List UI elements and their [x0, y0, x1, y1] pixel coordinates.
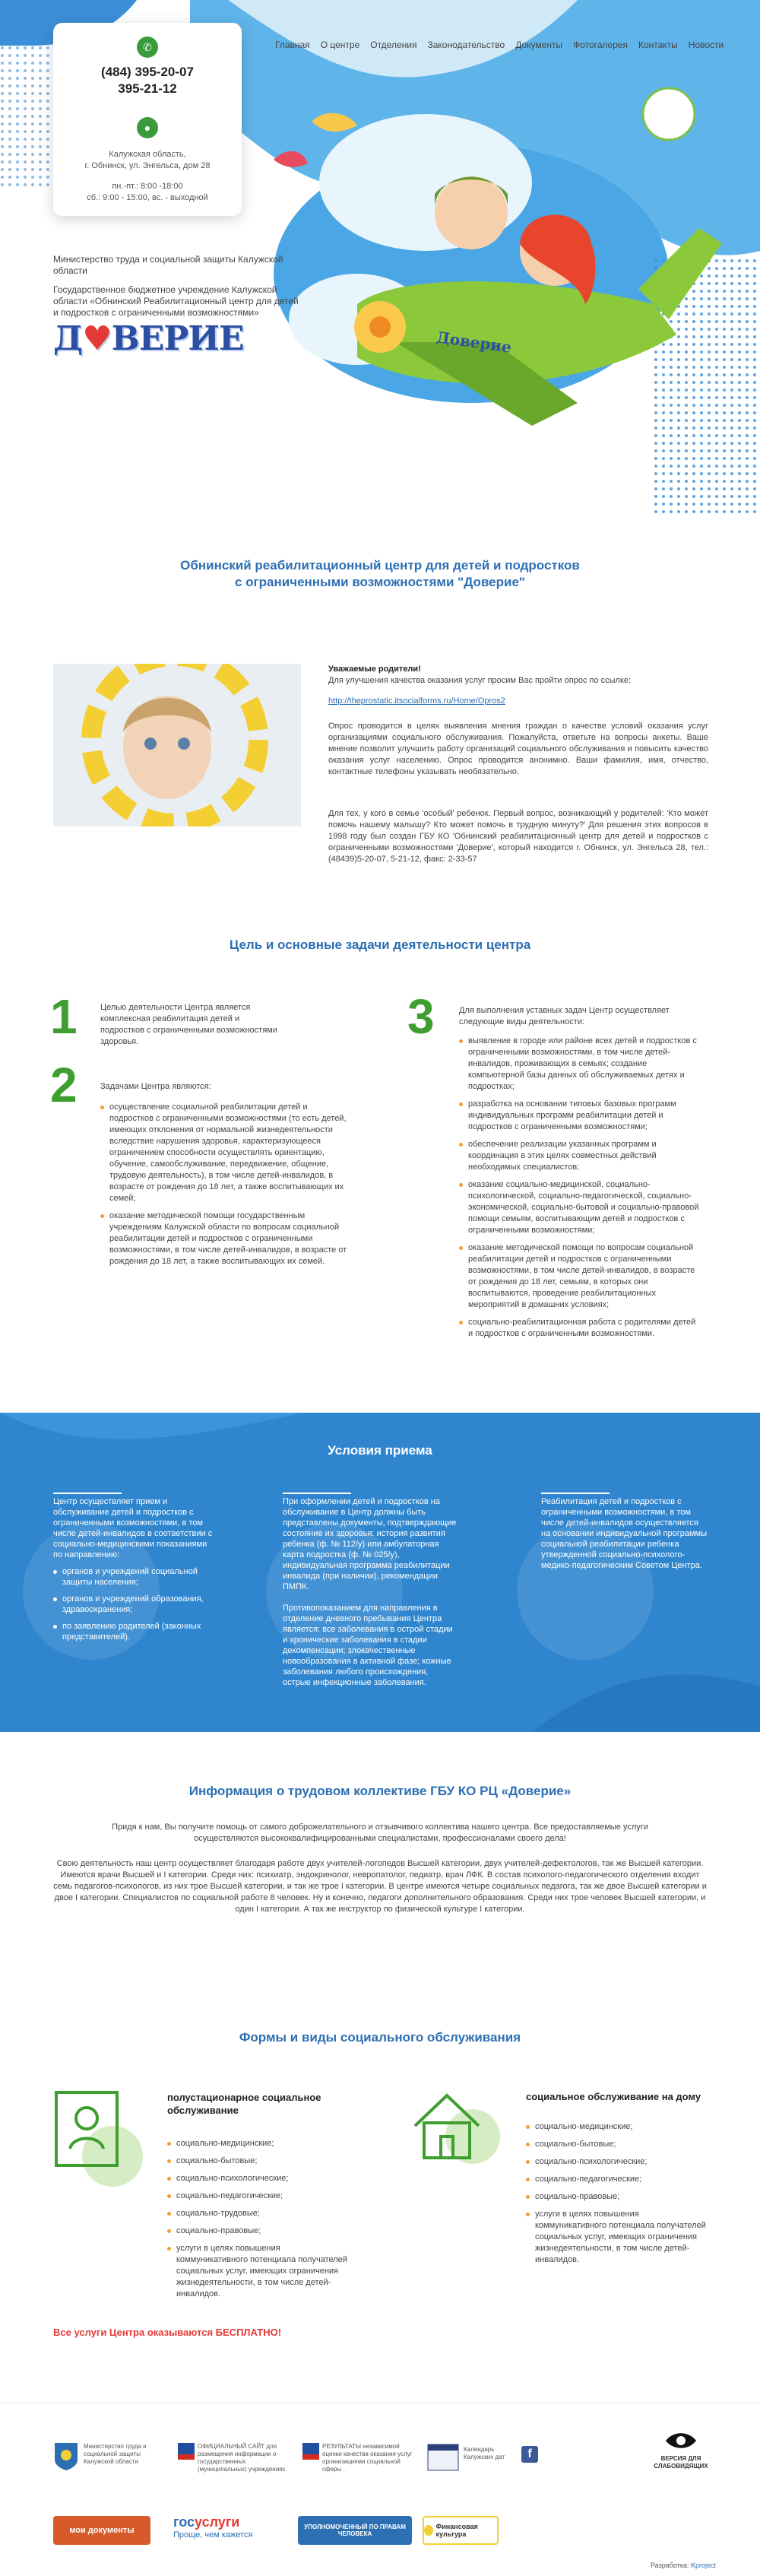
- contact-card: [53, 23, 242, 216]
- survey-link[interactable]: http://theprostatic.itsocialforms.ru/Home/Opros2: [328, 696, 505, 706]
- logo-doverie[interactable]: [53, 319, 244, 358]
- center-description: Для тех, у кого в семье 'особый' ребенок. Первый вопрос, возникающий у родителей: 'Кто может помочь нашему малышу? Кто может помочь в трудную минуту?' Для решения этих вопросов в 1998 году был создан ГБУ КО 'Обнинский реабилитационный центр для детей и подростков с ограниченными возможностями 'Доверие', который находится г. Обнинск, ул. Энгельса 28, тел.: (48439)5-20-07, 5-21-12, факс: 2-33-57: [328, 809, 708, 864]
- nav-item-departments[interactable]: Отделения: [370, 40, 417, 50]
- goal-text: Целью деятельности Центра является комплексная реабилитация детей и подростков с ограниченными возможностями здоровья.: [100, 1003, 277, 1046]
- hours-weekdays: пн.-пт.: 8:00 -18:00: [112, 182, 183, 191]
- conditions-col-1: [53, 1496, 213, 1648]
- low-vision-version-link[interactable]: ВЕРСИЯ ДЛЯ СЛАБОВИДЯЩИХ: [654, 2455, 708, 2470]
- list-item: социально-трудовые;: [167, 2208, 353, 2219]
- ministry-name: Министерство труда и социальной защиты Калужской области: [53, 254, 283, 276]
- home-service-list: [526, 2121, 708, 2272]
- heart-icon: ♥: [82, 319, 112, 358]
- address-line-2: г. Обнинск, ул. Энгельса, дом 28: [84, 161, 211, 170]
- nav-item-home[interactable]: Главная: [275, 40, 310, 50]
- russia-emblem-icon: [302, 2443, 319, 2460]
- developer-label: Разработка:: [651, 2562, 689, 2569]
- calendar-icon: [427, 2441, 459, 2472]
- ministry-banner[interactable]: Министерство труда и социальной защиты Калужской области: [84, 2443, 147, 2465]
- divider: [53, 1493, 122, 1494]
- list-item: разработка на основании типовых базовых программ индивидуальных программ реабилитации детей и подростков с ограниченными возможностями;: [459, 1099, 702, 1133]
- calendar-banner[interactable]: Календарь Калужских дат: [464, 2446, 505, 2460]
- russia-emblem-icon: [178, 2443, 195, 2460]
- goal-number-1: 1: [50, 989, 78, 1044]
- financial-culture-label: Финансовая культура: [435, 2523, 478, 2538]
- activities-list: [459, 1036, 702, 1340]
- goals-title: Цель и основные задачи деятельности центра: [229, 937, 531, 952]
- nav-item-about[interactable]: О центре: [320, 40, 360, 50]
- list-item: органов и учреждений социальной защиты населения;: [53, 1566, 213, 1588]
- conditions-col-2-text-1: При оформлении детей и подростков на обслуживание в Центр должны быть представлены документы, подтверждающие состояние их здоровья: история развития ребенка (ф. № 112/у) или амбулаторная карта подростка (ф. № 025/у), индивидуальная программа реабилитации инвалида (при наличии), рекомендации ПМПК.: [283, 1497, 457, 1591]
- phone-secondary[interactable]: 395-21-12: [118, 81, 177, 96]
- moi-docs-word-2: документы: [87, 2526, 135, 2535]
- child-photo: [53, 664, 301, 826]
- goal-number-3: 3: [407, 989, 435, 1044]
- activities-block: [459, 1005, 702, 1346]
- footer: [0, 2403, 760, 2576]
- nav-item-gallery[interactable]: Фотогалерея: [573, 40, 628, 50]
- greeting: Уважаемые родители!: [328, 665, 421, 674]
- list-item: социально-медицинские;: [167, 2138, 353, 2149]
- financial-culture-banner[interactable]: [423, 2516, 499, 2545]
- bus-gov-banner[interactable]: ОФИЦИАЛЬНЫЙ САЙТ для размещения информации о государственных (муниципальных) учреждениях: [198, 2443, 286, 2473]
- address-line-1: Калужская область,: [109, 150, 186, 159]
- hours-weekend: сб.: 9:00 - 15:00, вс. - выходной: [87, 193, 208, 202]
- divider: [283, 1493, 351, 1494]
- tasks-title: Задачами Центра являются:: [100, 1082, 211, 1091]
- phone-icon: ✆: [137, 36, 158, 58]
- free-services-note: Все услуги Центра оказываются БЕСПЛАТНО!: [53, 2327, 282, 2338]
- list-item: социально-бытовые;: [526, 2139, 708, 2150]
- list-item: обеспечение реализации указанных программ и координация в этих целях совместных действий необходимых специалистов;: [459, 1139, 702, 1173]
- coin-icon: [424, 2525, 433, 2536]
- list-item: социально-правовые;: [167, 2225, 353, 2237]
- logo-rest: ВЕРИЕ: [111, 319, 244, 358]
- conditions-col-1-text: Центр осуществляет прием и обслуживание детей и подростков с ограниченными возможностями, в том числе детей-инвалидов в соответствии с социально-медицинскими показаниями по направлению:: [53, 1497, 213, 1559]
- plane-label: Доверие: [435, 328, 513, 357]
- conditions-col-2: [283, 1496, 458, 1688]
- survey-block: [328, 664, 708, 865]
- forms-title: Формы и виды социального обслуживания: [239, 2030, 521, 2045]
- list-item: по заявлению родителей (законных представителей).: [53, 1621, 213, 1642]
- conditions-section: [0, 1413, 760, 1732]
- list-item: социально-педагогические;: [526, 2174, 708, 2185]
- gosuslugi-slogan: Проще, чем кажется: [173, 2530, 253, 2540]
- list-item: социально-психологические;: [167, 2173, 353, 2184]
- conditions-col-1-list: [53, 1566, 213, 1642]
- survey-text: Опрос проводится в целях выявления мнения граждан о качестве условий оказания услуг организациями социального обслуживания. Пожалуйста, ответьте на вопросы анкеты. Ваше мнение позволит улучшить работу организаций социального обслуживания и повысить качество оказания услуг населению. Опрос проводится анонимно. Ваши фамилия, имя, отчество, контактные телефоны указывать необязательно.: [328, 722, 708, 776]
- about-title: [0, 557, 760, 591]
- tasks-list: [100, 1102, 351, 1267]
- logo-letter: Д: [53, 319, 83, 358]
- nav-item-legislation[interactable]: Законодательство: [427, 40, 505, 50]
- tasks-block: [100, 1081, 351, 1274]
- developer-credit: [651, 2562, 716, 2569]
- staff-intro: Придя к нам, Вы получите помощь от самого доброжелательного и отзывчивого коллектива нашего центра. Все предоставляемые услуги осуществляются высококвалифицированными специалистами, профессионалами своего дела!: [112, 1823, 648, 1843]
- list-item: социально-медицинские;: [526, 2121, 708, 2133]
- staff-details: Свою деятельность наш центр осуществляет благодаря работе двух учителей-логопедов Высшей категории, двух учителей-дефектологов, так же Высшей категории. Имеются врачи Высшей и I категории. Среди них: психиатр, эндокринолог, невропатолог, педиатр, врач ЛФК. В состав психолого-педагогического отделения входит семь педагогов-психологов, из них трое Высшей категории, и так же трое I категории. В центре имеются четыре социальных педагога, так же двое Высшей категории и двое I категории. Специалистов по социальной работе 8 человек. Ну и конечно, педагоги дополнительного образования. Среди них трое человек Высшей категории, и один I категории. А так же инструктор по физической культуре I категории.: [53, 1859, 707, 1914]
- conditions-col-2-text-2: Противопоказанием для направления в отделение дневного пребывания Центра является: все заболевания в острой стадии и хронические заболевания в стадии декомпенсации; злокачественные новообразования в активной фазе; кожные заболевания любого происхождения, острые инфекционные заболевания.: [283, 1604, 453, 1687]
- list-item: услуги в целях повышения коммуникативного потенциала получателей социальных услуг, имеющих ограничения жизнедеятельности, в том числе детей-инвалидов.: [526, 2209, 708, 2266]
- list-item: оказание методической помощи по вопросам социальной реабилитации детей и подростков с ограниченными возможностями, в том числе детей-инвалидов, в возрасте от рождения до 18 лет, семьям, в которых они воспитываются, проведение реабилитационных мероприятий в домашних условиях;: [459, 1242, 702, 1311]
- list-item: социально-педагогические;: [167, 2191, 353, 2202]
- list-item: выявление в городе или районе всех детей и подростков с ограниченными возможностями, в том числе детей-инвалидов, проживающих в семьях; создание компьютерной базы данных об обслуживаемых детях и подростках;: [459, 1036, 702, 1093]
- conditions-col-3-text: Реабилитация детей и подростков с ограниченными возможностями, в том числе детей-инвалидов осуществляется на основании индивидуальной программы социальной реабилитации ребенка утвержденной социально-психолого-медико-педагогическим Советом Центра.: [541, 1497, 708, 1570]
- list-item: услуги в целях повышения коммуникативного потенциала получателей социальных услуг, имеющих ограничения жизнедеятельности, в том числе детей-инвалидов.: [167, 2243, 353, 2300]
- org-info: [53, 254, 304, 319]
- divider: [541, 1493, 610, 1494]
- conditions-title: Условия приема: [328, 1443, 432, 1458]
- main-nav: [275, 40, 724, 50]
- about-title-line-2: с ограниченными возможностями "Доверие": [235, 575, 525, 589]
- nav-item-contacts[interactable]: Контакты: [638, 40, 678, 50]
- nav-item-news[interactable]: Новости: [688, 40, 724, 50]
- developer-link[interactable]: Kproject: [691, 2562, 717, 2569]
- conditions-col-3: [541, 1496, 710, 1571]
- ombudsman-banner[interactable]: УПОЛНОМОЧЕННЫЙ ПО ПРАВАМ ЧЕЛОВЕКА: [298, 2516, 412, 2545]
- list-item: осуществление социальной реабилитации детей и подростков с ограниченными возможностями (то есть детей, имеющих отклонения от нормальной жизнедеятельности вследствие нарушения здоровья, характеризующееся ограничением способности осуществлять ориентацию, обучение, самообслуживание, передвижение, общение, трудовую деятельность), в том числе детей-инвалидов, в возрасте от рождения до 18 лет, а также воспитывающих их семей;: [100, 1102, 351, 1204]
- nav-item-documents[interactable]: Документы: [515, 40, 563, 50]
- list-item: оказание методической помощи государственным учреждениям Калужской области по вопросам социальной реабилитации детей и подростков с ограниченными возможностями, в том числе детей-инвалидов, в возрасте от рождения до 18 лет, а также воспитывающих их семей.: [100, 1210, 351, 1267]
- home-service-title: социальное обслуживание на дому: [526, 2091, 701, 2102]
- eye-icon: [664, 2431, 698, 2451]
- gosuslugi-banner[interactable]: [173, 2514, 287, 2548]
- semi-stationary-list: [167, 2138, 353, 2306]
- activities-title: Для выполнения уставных задач Центр осуществляет следующие виды деятельности:: [459, 1006, 670, 1026]
- about-title-line-1: Обнинский реабилитационный центр для детей и подростков: [180, 558, 580, 573]
- goal-number-2: 2: [50, 1058, 78, 1112]
- staff-title: Информация о трудовом коллективе ГБУ КО РЦ «Доверие»: [188, 1784, 572, 1798]
- list-item: оказание социально-медицинской, социально-психологической, социально-педагогической, социально-экономической, социально-бытовой и социально-правовой помощи семьям, воспитывающим детей и подростков с ограниченными возможностями;: [459, 1179, 702, 1236]
- clipboard-icon: [52, 2088, 143, 2187]
- institution-name: Государственное бюджетное учреждение Калужской области «Обнинский Реабилитационный центр для детей и подростков с ограниченными возможностями»: [53, 284, 299, 318]
- list-item: социально-бытовые;: [167, 2156, 353, 2167]
- facebook-icon[interactable]: f: [521, 2446, 538, 2463]
- location-pin-icon: ●: [137, 117, 158, 138]
- moi-dokumenty-banner[interactable]: [53, 2516, 150, 2545]
- hero-section: [0, 0, 760, 532]
- house-icon: [409, 2088, 500, 2172]
- gosuslugi-gos: гос: [173, 2514, 195, 2530]
- semi-stationary-title: полустационарное социальное обслуживание: [167, 2092, 321, 2116]
- quality-results-banner[interactable]: РЕЗУЛЬТАТЫ независимой оценки качества оказания услуг организациями социальной сферы: [322, 2443, 413, 2473]
- survey-intro: Для улучшения качества оказания услуг просим Вас пройти опрос по ссылке:: [328, 676, 632, 685]
- list-item: социально-правовые;: [526, 2191, 708, 2203]
- list-item: социально-реабилитационная работа с родителями детей и подростков с ограниченными возможностями.: [459, 1317, 702, 1340]
- list-item: органов и учреждений образования, здравоохранения;: [53, 1594, 213, 1615]
- moi-docs-word-1: мои: [69, 2526, 86, 2535]
- list-item: социально-психологические;: [526, 2156, 708, 2168]
- phone-primary[interactable]: (484) 395-20-07: [101, 65, 194, 79]
- kaluga-emblem-icon: [53, 2441, 79, 2472]
- gosuslugi-uslugi: услуги: [195, 2514, 240, 2530]
